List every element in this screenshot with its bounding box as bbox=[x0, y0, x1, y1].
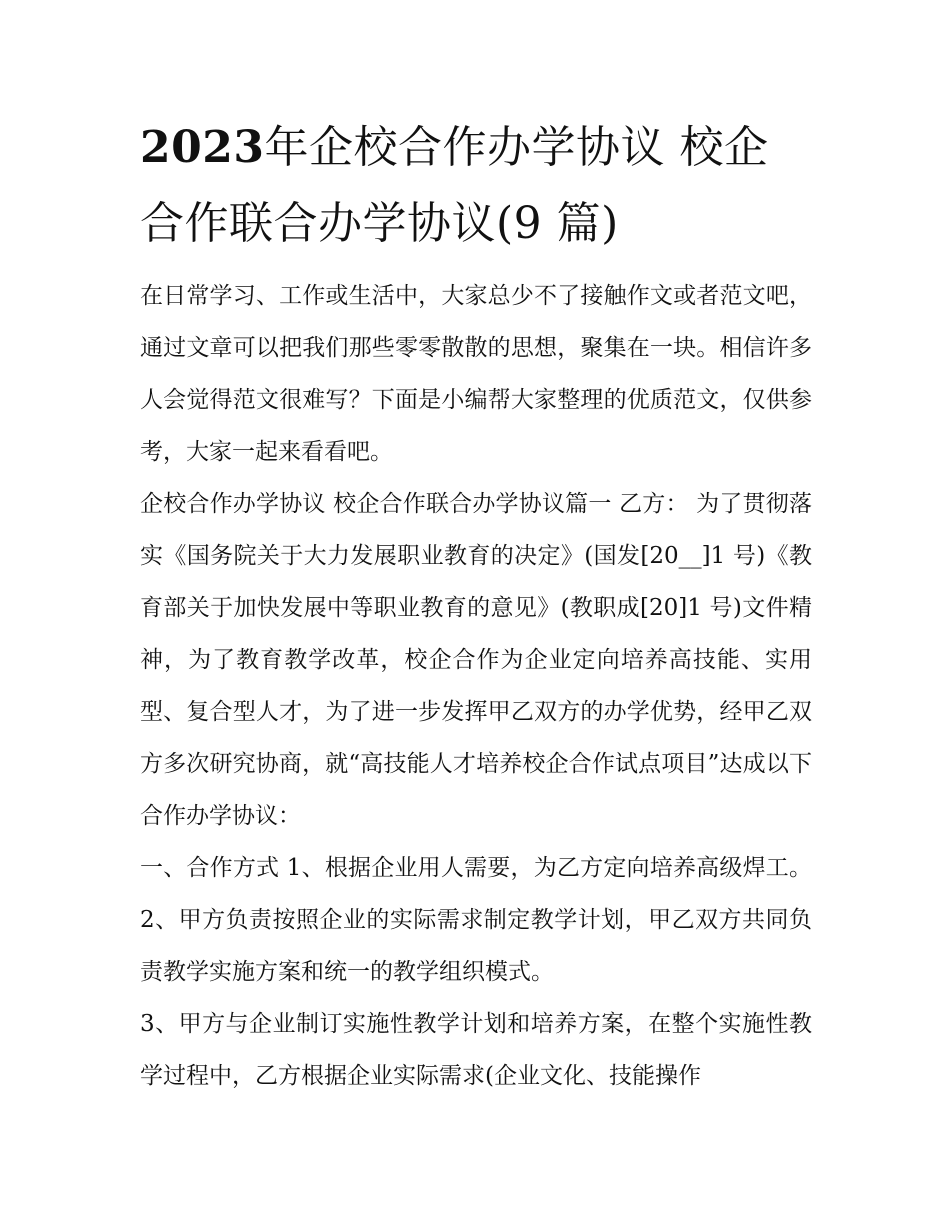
paragraph-teaching-plan: 3、甲方与企业制订实施性教学计划和培养方案，在整个实施性教学过程中，乙方根据企业实际需求(企业文化、技能操作 bbox=[140, 1011, 812, 1089]
document-page bbox=[140, 110, 812, 1102]
paragraph-cooperation-method: 一、合作方式 1、根据企业用人需要，为乙方定向培养高级焊工。 2、甲方负责按照企业的实际需求制定教学计划，甲乙双方共同负责教学实施方案和统一的教学组织模式。 bbox=[140, 855, 812, 985]
document-body bbox=[140, 270, 812, 1102]
document-title bbox=[140, 110, 812, 262]
paragraph-agreement-preamble: 企校合作办学协议 校企合作联合办学协议篇一 乙方： 为了贯彻落实《国务院关于大力发展职业教育的决定》(国发[20__]1 号)《教育部关于加快发展中等职业教育的意见》(教职成[20]1 号)文件精神，为了教育教学改革，校企合作为企业定向培养高技能、实用型、复合型人才，为了进一步发挥甲乙双方的办学优势，经甲乙双方多次研究协商，就“高技能人才培养校企合作试点项目”达成以下合作办学协议： bbox=[140, 491, 812, 829]
paragraph-intro: 在日常学习、工作或生活中，大家总少不了接触作文或者范文吧，通过文章可以把我们那些零零散散的思想，聚集在一块。相信许多人会觉得范文很难写？下面是小编帮大家整理的优质范文，仅供参考，大家一起来看看吧。 bbox=[140, 283, 812, 465]
title-year: 2023 bbox=[140, 122, 265, 173]
title-text: 年企校合作办学协议 校企合作联合办学协议(9 篇) bbox=[140, 122, 769, 249]
